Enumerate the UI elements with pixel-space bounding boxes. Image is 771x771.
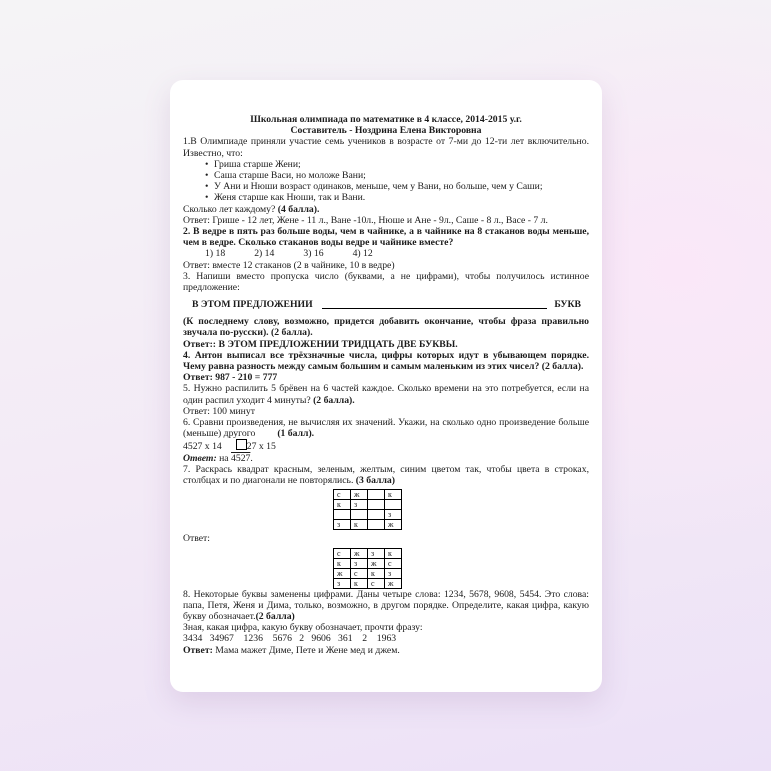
grid-cell: к [334,500,351,510]
doc-author: Составитель - Ноздрина Елена Викторовна [290,125,482,137]
grid-cell: к [385,548,402,558]
answer-text: на [216,452,232,464]
question-text: 4. Антон выписал все трёхзначные числа, цифры которых идут в убывающем порядке. Чему равна разность между самым большим и самым маленьким из этих чисел? [183,349,589,373]
cipher-line: 3434 34967 1236 5676 2 9606 361 2 1963 [183,633,397,645]
answer-label: Ответ: [183,644,213,656]
comparison-box [236,439,247,450]
bullet-text: Саша старше Васи, но моложе Вани; [214,170,366,182]
table-row [334,520,402,530]
grid-cell: ж [385,578,402,588]
table-row [334,558,402,568]
task-6-text [183,417,589,439]
grid-cell: з [334,520,351,530]
grid-cell [351,510,368,520]
option-item: 4) 12 [352,248,373,260]
grid-cell [368,500,385,510]
table-row [334,510,402,520]
document-page [170,80,602,692]
sentence-end: БУКВ [554,299,581,311]
grid-cell [334,510,351,520]
note-text: (К последнему слову, возможно, придется добавить окончание, чтобы фраза правильно звучала по-русски). [183,316,589,339]
task-2-text: 2. В ведре в пять раз больше воды, чем в чайнике, а в чайнике на 8 стаканов воды меньше, чем в ведре. Сколько стаканов воды ведре и чайнике вместе? [183,226,589,249]
grid-cell: ж [351,490,368,500]
grid-cell: с [351,568,368,578]
points-badge: (4 балла). [277,203,320,215]
bullet-text: У Ани и Нюши возраст одинаков, меньше, чем у Вани, но больше, чем у Саши; [214,181,543,193]
task-8 [183,589,589,656]
task-2-answer: Ответ: вместе 12 стаканов (2 в чайнике, 10 в ведре) [183,259,395,271]
option-item: 1) 18 [205,248,226,260]
grid-cell: с [334,548,351,558]
task-6-answer [183,453,589,464]
grid-cell [385,500,402,510]
color-grid-given [333,489,402,530]
points-badge: (1 балл). [277,428,315,440]
grid-cell: с [368,578,385,588]
task-4-text [183,350,589,372]
task-3 [183,271,589,350]
grid-cell: з [351,500,368,510]
bullet-icon: • [205,158,209,170]
task-5-text [183,383,589,405]
option-item: 2) 14 [254,248,275,260]
points-badge: (3 балла) [355,475,396,487]
list-item [205,181,589,192]
grid-cell: к [351,520,368,530]
task-8-hint: Зная, какая цифра, какую букву обозначает, прочти фразу: [183,622,423,634]
task-6 [183,417,589,464]
task-3-note [183,316,589,338]
grid-cell: к [334,558,351,568]
task-1-bullet-list [205,159,589,204]
option-item: 3) 16 [303,248,324,260]
sentence-start: В ЭТОМ ПРЕДЛОЖЕНИИ [192,299,313,311]
grid-cell: з [351,558,368,568]
task-8-text [183,589,589,623]
bullet-text: Женя старше как Нюши, так и Вани. [214,192,366,204]
task-5 [183,383,589,417]
color-grid-given-wrap [183,489,589,530]
task-5-answer: Ответ: 100 минут [183,405,255,417]
fill-blank-line [183,298,589,310]
answer-text: Мама мажет Диме, Пете и Жене мед и джем. [212,644,400,656]
blank-underline [322,298,548,309]
task-3-text: 3. Напиши вместо пропуска число (буквами, а не цифрами), чтобы получилось истинное предложение: [183,270,589,294]
answer-value: 4527 [231,452,251,464]
table-row [334,490,402,500]
question-text: 6. Сравни произведения, не вычисляя их значений. Укажи, на сколько одно произведение больше (меньше) другого [183,417,589,440]
bullet-icon: • [205,181,209,193]
question-text: 5. Нужно распилить 5 брёвен на 6 частей каждое. Сколько времени на это потребуется, если на один распил уходит 4 минуты? [183,383,589,406]
task-3-answer: Ответ:: В ЭТОМ ПРЕДЛОЖЕНИИ ТРИДЦАТЬ ДВЕ БУКВЫ. [183,338,458,350]
task-7 [183,464,589,589]
task-4 [183,350,589,384]
task-1 [183,136,589,226]
list-item [205,192,589,203]
list-item [205,170,589,181]
table-row [334,578,402,588]
grid-cell: с [334,490,351,500]
expression-right: 27 x 15 [246,441,276,453]
grid-cell: с [385,558,402,568]
task-1-text: 1.В Олимпиаде приняли участие семь учеников в возрасте от 7-ми до 12-ти лет включительно. Известно, что: [183,136,589,159]
bullet-icon: • [205,170,209,182]
grid-cell: к [385,490,402,500]
points-badge: (2 балла) [255,610,295,622]
answer-label: Ответ: [183,452,217,464]
task-4-answer: Ответ: 987 - 210 = 777 [183,372,278,384]
points-badge: (2 балла). [271,327,313,339]
answer-text: . [250,452,253,464]
grid-cell: ж [334,568,351,578]
grid-cell: з [385,568,402,578]
bullet-icon: • [205,192,209,204]
question-text: 7. Раскрась квадрат красным, зеленым, желтым, синим цветом так, чтобы цвета в строках, столбцах и по диагонали не повторялись. [183,463,589,487]
grid-cell: ж [368,558,385,568]
task-8-answer [183,645,589,656]
task-7-answer-label: Ответ: [183,533,210,545]
color-grid-solution [333,548,402,589]
grid-cell [368,520,385,530]
grid-cell: з [334,578,351,588]
table-row [334,568,402,578]
task-6-expression [183,439,589,452]
task-1-answer: Ответ: Грише - 12 лет, Жене - 11 л., Ване -10л., Нюше и Ане - 9л., Саше - 8 л., Васе - 7 л. [183,214,548,226]
grid-cell [368,490,385,500]
task-2 [183,226,589,271]
bullet-text: Гриша старше Жени; [214,158,301,170]
color-grid-solution-wrap [183,548,589,589]
question-text: 8. Некоторые буквы заменены цифрами. Даны четыре слова: 1234, 5678, 9608, 5454. Это слова: папа, Петя, Женя и Дима, только, возможно, в другом порядке. Определите, какая цифра, какую букву обозначает. [183,588,589,622]
grid-cell [368,510,385,520]
grid-cell: ж [351,548,368,558]
question-text: Сколько лет каждому? [183,203,278,215]
doc-title: Школьная олимпиада по математике в 4 классе, 2014-2015 у.г. [250,114,522,125]
task-1-question [183,204,589,215]
grid-cell: ж [385,520,402,530]
grid-cell: з [385,510,402,520]
table-row [334,548,402,558]
list-item [205,159,589,170]
table-row [334,500,402,510]
expression-left: 4527 x 14 [183,441,222,453]
points-badge: (2 балла). [541,361,584,373]
task-7-text [183,464,589,486]
grid-cell: к [351,578,368,588]
grid-cell: к [368,568,385,578]
task-2-options [183,248,589,259]
points-badge: (2 балла). [313,394,355,406]
grid-cell: з [368,548,385,558]
